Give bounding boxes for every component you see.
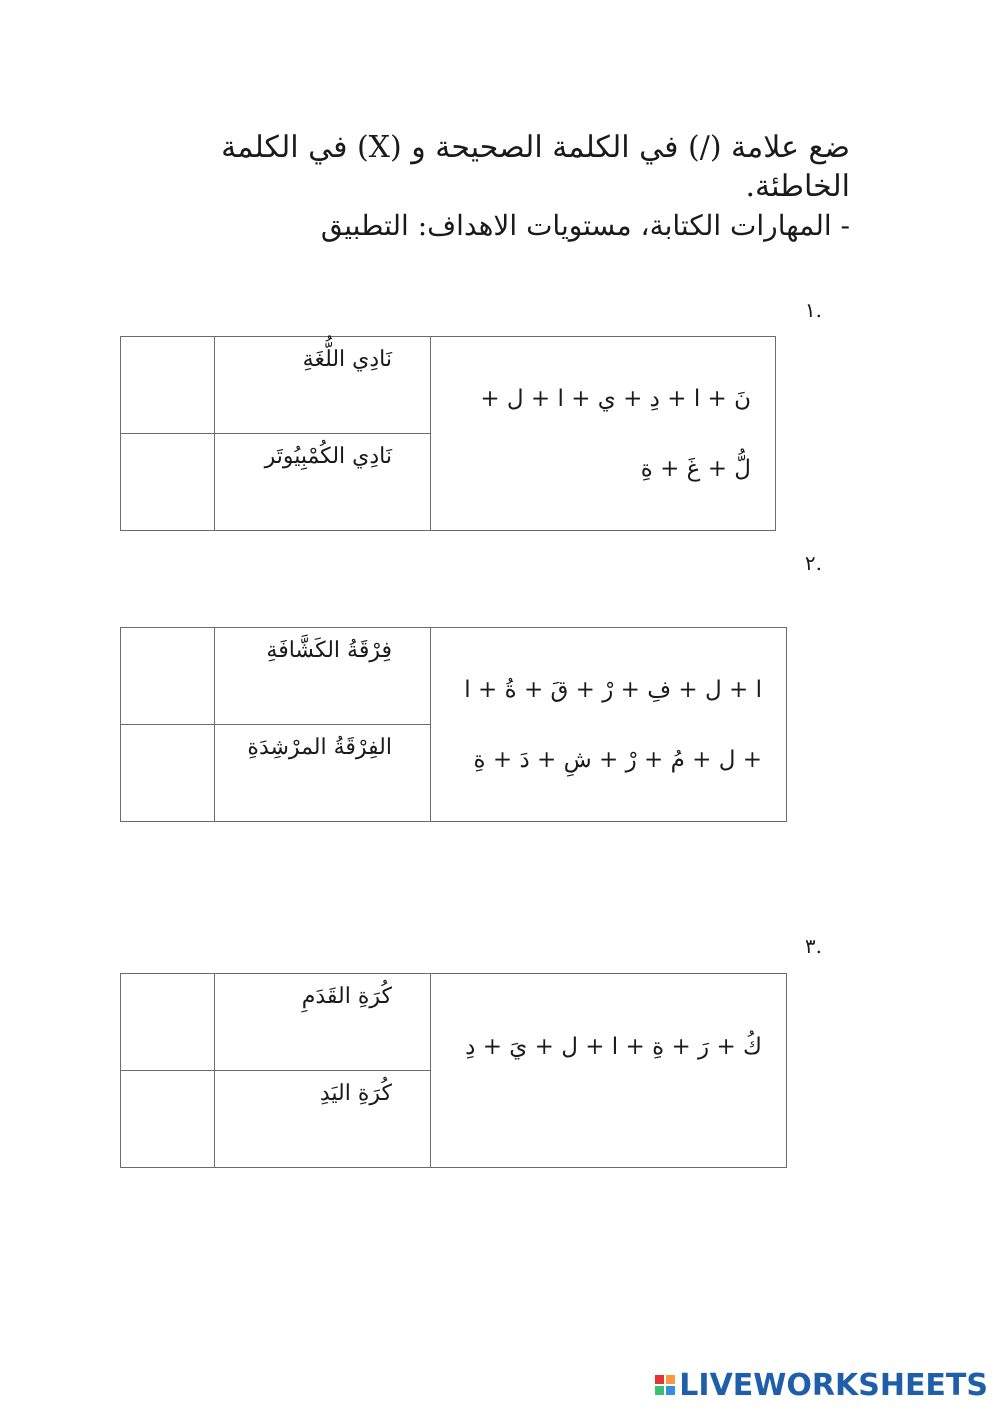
logo-square-orange bbox=[666, 1375, 675, 1384]
liveworksheets-logo-icon bbox=[655, 1375, 675, 1395]
logo-square-green bbox=[655, 1386, 664, 1395]
liveworksheets-logo-text: LIVEWORKSHEETS bbox=[679, 1367, 988, 1403]
question-1-answer-box-1[interactable] bbox=[121, 337, 215, 434]
question-3-letters bbox=[431, 974, 787, 1168]
question-1-option-2 bbox=[215, 434, 431, 531]
question-2-letters-line-1: ا + ل + فِ + رْ + قَ + ةُ + ا bbox=[464, 676, 762, 703]
question-3-option-2-text: كُرَةِ اليَدِ bbox=[319, 1081, 392, 1106]
question-2-option-1 bbox=[215, 628, 431, 725]
logo-square-red bbox=[655, 1375, 664, 1384]
question-2-answer-box-2[interactable] bbox=[121, 725, 215, 822]
question-2-answer-box-1[interactable] bbox=[121, 628, 215, 725]
question-2-option-2-text: الفِرْقَةُ المرْشِدَةِ bbox=[247, 735, 392, 760]
question-2-option-1-text: فِرْقَةُ الكَشَّافَةِ bbox=[266, 638, 392, 663]
question-1-letters-line-2: لُّ + غَ + ةِ bbox=[640, 455, 751, 482]
liveworksheets-logo bbox=[655, 1367, 988, 1403]
question-3-answer-box-2[interactable] bbox=[121, 1071, 215, 1168]
question-3-answer-box-1[interactable] bbox=[121, 974, 215, 1071]
question-1-table bbox=[120, 336, 776, 531]
question-1-answer-box-2[interactable] bbox=[121, 434, 215, 531]
question-2-letters-line-2: + ل + مُ + رْ + شِ + دَ + ةِ bbox=[473, 746, 762, 773]
question-3-table bbox=[120, 973, 787, 1168]
skill-line: - المهارات الكتابة، مستويات الاهداف: التطبيق bbox=[320, 209, 850, 242]
question-3-number: .٣ bbox=[804, 934, 822, 958]
question-3-option-1-text: كُرَةِ القَدَمِ bbox=[301, 984, 392, 1009]
question-2-table bbox=[120, 627, 787, 822]
question-2-option-2 bbox=[215, 725, 431, 822]
question-1-letters-line-1: نَ + ا + دِ + ي + ا + ل + bbox=[480, 385, 751, 412]
question-1-letters bbox=[431, 337, 776, 531]
question-2-number: .٢ bbox=[804, 551, 822, 575]
instruction-text: ضع علامة (/) في الكلمة الصحيحة و (X) في الكلمة الخاطئة. bbox=[221, 130, 850, 204]
logo-square-blue bbox=[666, 1386, 675, 1395]
question-3-option-2 bbox=[215, 1071, 431, 1168]
question-3-letters-line-1: كُ + رَ + ةِ + ا + ل + يَ + دِ bbox=[465, 1034, 762, 1060]
question-1-option-2-text: نَادِي الكُمْبِيُوتَر bbox=[264, 444, 392, 469]
question-2-letters bbox=[431, 628, 787, 822]
question-1-number: .١ bbox=[804, 298, 822, 322]
question-1-option-1 bbox=[215, 337, 431, 434]
question-1-option-1-text: نَادِي اللُّغَةِ bbox=[302, 347, 392, 372]
question-3-option-1 bbox=[215, 974, 431, 1071]
